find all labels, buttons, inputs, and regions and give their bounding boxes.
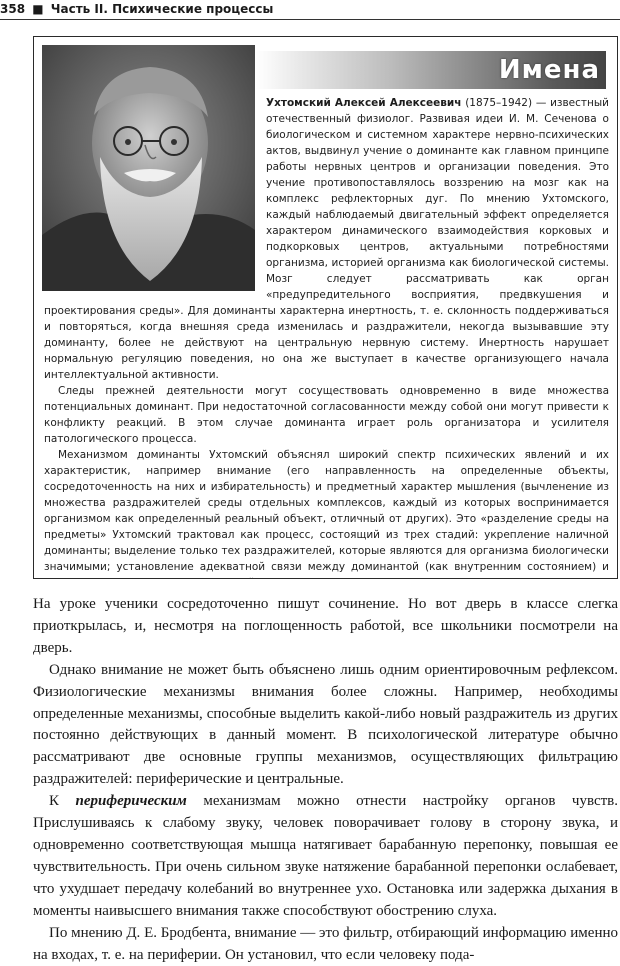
names-banner bbox=[256, 51, 606, 89]
banner-title: Имена bbox=[498, 55, 600, 85]
biography-text bbox=[44, 95, 609, 579]
page-number: 358 bbox=[0, 2, 26, 16]
body-paragraph-3 bbox=[33, 791, 618, 922]
portrait-spacer bbox=[44, 95, 266, 293]
main-body-text bbox=[33, 594, 618, 966]
header-rule bbox=[0, 19, 620, 20]
body-paragraph-1: На уроке ученики сосредоточенно пишут сочинение. Но вот дверь в классе слегка приоткрылась, и, несмотря на поглощенность работой, все школьники посмотрели на дверь. bbox=[33, 596, 618, 656]
running-head bbox=[0, 0, 620, 22]
p3-rest: механизмам можно отнести настройку органов чувств. Прислушиваясь к слабому звуку, человек поворачивает голову в сторону звука, и одновременно соответствующая мышца натягивает барабанную перепонку, повышая ее чувствительность. При очень сильном звуке натяжение барабанной перепонки ослабевает, что ухудшает передачу колебаний во внутреннее ухо. Остановка или задержка дыхания в моменты наивысшего внимания также способствуют обострению слуха. bbox=[33, 793, 618, 919]
bio-paragraph-3: Механизмом доминанты Ухтомский объяснял широкий спектр психических явлений и их характеристик, например внимание (его направленность на определенные объекты, сосредоточенность на них и избирательность) и предметный характер мышления (вычленение из множества раздражителей среды отдельных комплексов, каждый из которых воспринимается организмом как определенный реальный объект, отличный от других). Это «разделение среды на предметы» Ухтомский трактовал как процесс, состоящий из трех стадий: укрепление наличной доминанты; выделение только тех раздражителей, которые являются для организма биологически значимыми; установление адекватной связи между доминантой (как внутренним состоянием) и bbox=[44, 449, 609, 573]
names-sidebar-box bbox=[33, 36, 618, 579]
bio-name: Ухтомский Алексей Алексеевич bbox=[266, 97, 462, 109]
body-paragraph-4: По мнению Д. Е. Бродбента, внимание — это фильтр, отбирающий информацию именно на входах, т. е. на периферии. Он установил, что если человеку пода- bbox=[33, 924, 618, 963]
term-peripheral: периферическим bbox=[75, 793, 187, 810]
bio-dates: (1875–1942) — bbox=[461, 97, 551, 109]
p3-prefix: К bbox=[49, 793, 76, 810]
bio-paragraph-2: Следы прежней деятельности могут сосуществовать одновременно в виде множества потенциальных доминант. При недостаточной согласованности между собой они могут привести к конфликту реакций. В этом случае доминанта играет роль организатора и усилителя патологического процесса. bbox=[44, 385, 609, 445]
bio-p1-text: известный отечественный физиолог. Развивая идеи И. М. Сеченова о биологическом и системном характере нервно-психических актов, выдвинул учение о доминанте как главном принципе работы нервных центров и организации поведения. Это учение противопоставлялось воззрению на мозг как на комплекс рефлекторных дуг. По мнению Ухтомского, каждый наблюдаемый двигательный эффект определяется характером динамического взаимодействия корковых и подкорковых центров, актуальными потребностями организма, историей организма как биологической системы. Мозг следует рассматривать как орган «предупредительного восприятия, предвкушения и проектирования среды». Для доминанты характерна инертность, т. е. склонность поддерживаться и повторяться, когда внешняя среда изменилась и раздражители, некогда вызывавшие эту доминанту, более не действуют на центральную нервную систему. Инертность нарушает нормальную регуляцию поведения, но она же выступает в качестве организующего начала интеллектуальной активности. bbox=[44, 97, 609, 381]
body-paragraph-2: Однако внимание не может быть объяснено лишь одним ориентировочным рефлексом. Физиологические механизмы внимания более сложны. Например, необходимы определенные механизмы, способные выделить какой-либо новый раздражитель из других постоянно действующих в данный момент. В психологической литературе обычно рассматривают две основные группы механизмов, осуществляющих фильтрацию раздражителей: периферические и центральные. bbox=[33, 661, 618, 788]
section-marker: ■ bbox=[32, 2, 44, 16]
section-title: Часть II. Психические процессы bbox=[50, 2, 274, 16]
